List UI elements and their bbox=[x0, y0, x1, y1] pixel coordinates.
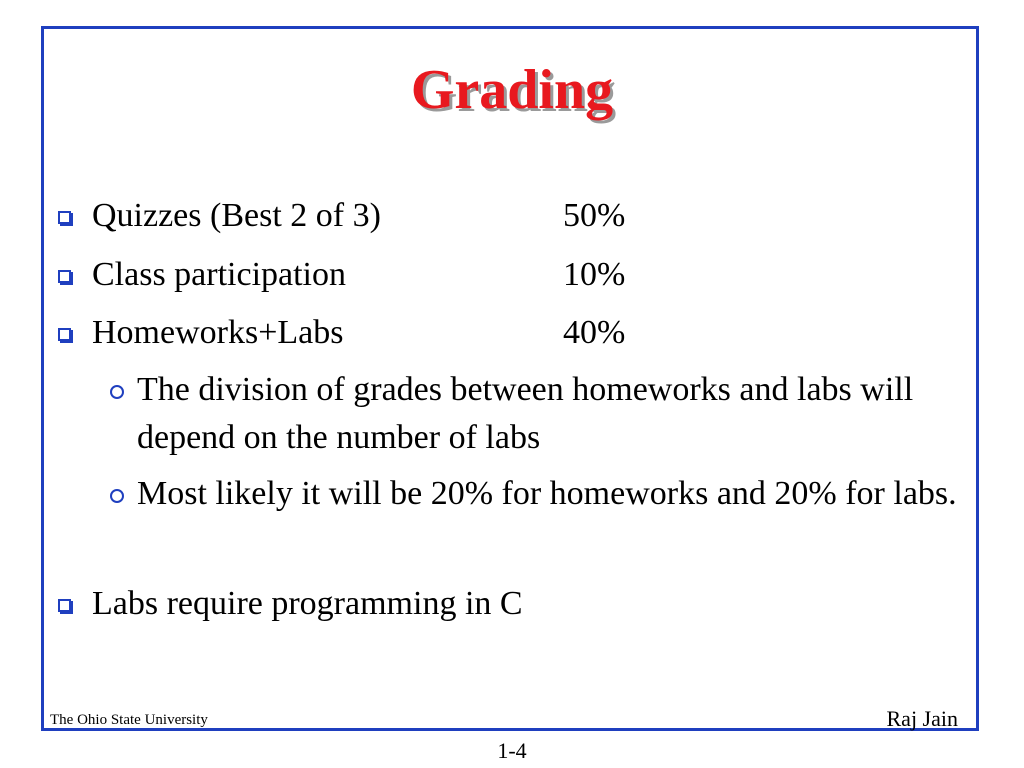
square-bullet-icon bbox=[58, 599, 71, 612]
square-bullet-icon bbox=[58, 328, 71, 341]
circle-bullet-icon bbox=[110, 489, 124, 503]
grading-item-label: Class participation bbox=[92, 256, 347, 293]
grading-item-label: Homeworks+Labs bbox=[92, 314, 344, 351]
square-bullet-icon bbox=[58, 211, 71, 224]
footer-author: Raj Jain bbox=[886, 706, 958, 731]
grading-item-value: 50% bbox=[563, 197, 626, 234]
grading-item-label: Quizzes (Best 2 of 3) bbox=[92, 197, 381, 234]
circle-bullet-icon bbox=[110, 385, 124, 399]
grading-item-label: Labs require programming in C bbox=[92, 585, 523, 622]
grading-item-value: 40% bbox=[563, 314, 626, 351]
sub-item-text: Most likely it will be 20% for homeworks and 20% for labs. bbox=[137, 475, 957, 512]
square-bullet-icon bbox=[58, 270, 71, 283]
grading-item-value: 10% bbox=[563, 256, 626, 293]
sub-item-text: The division of grades between homeworks and labs will depend on the number of labs bbox=[137, 371, 914, 456]
page-number: 1-4 bbox=[497, 738, 527, 763]
footer-institution: The Ohio State University bbox=[50, 712, 208, 728]
slide-title: Grading bbox=[410, 59, 614, 121]
